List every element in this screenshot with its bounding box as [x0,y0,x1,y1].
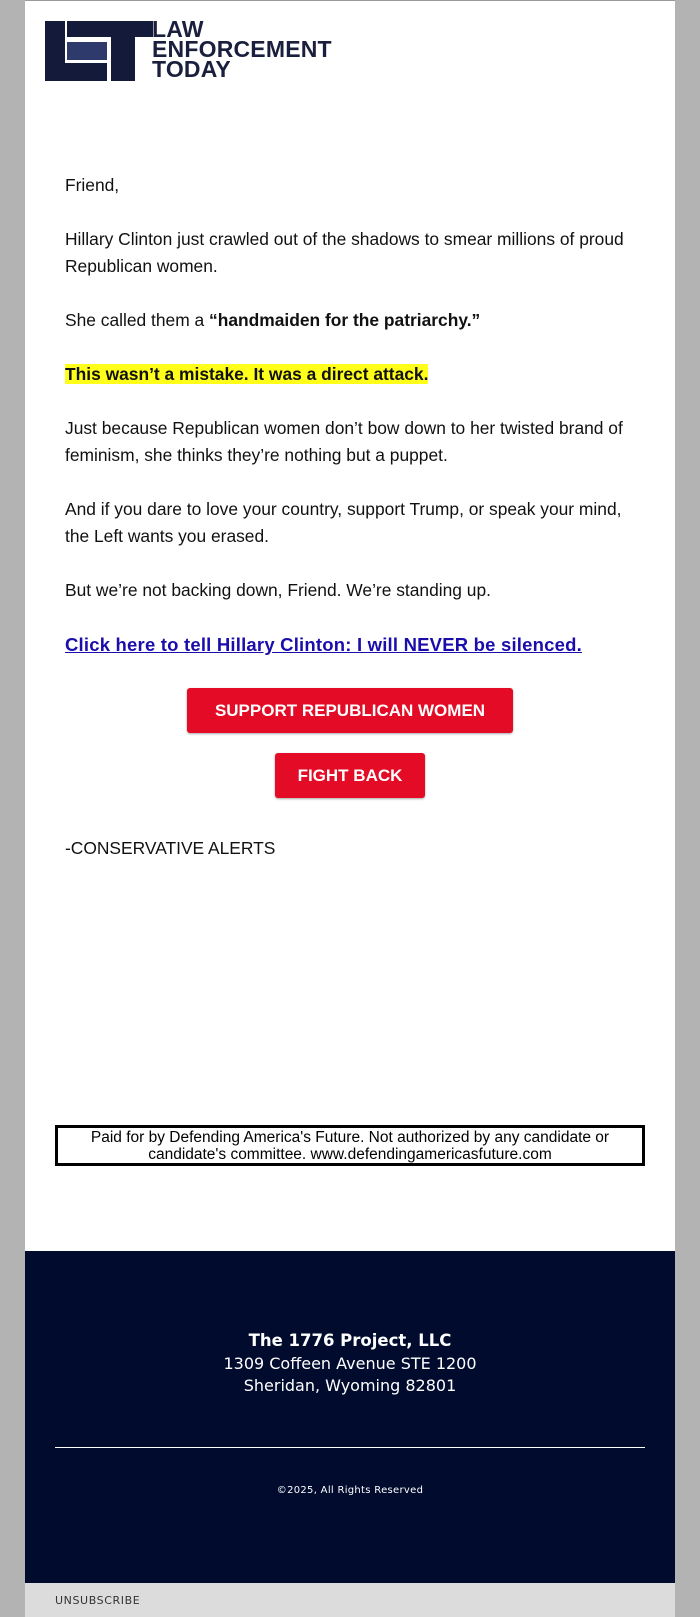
logo-line-law: LAW [152,16,204,42]
email-body [65,172,635,686]
paragraph-quote [65,307,635,334]
cta-paragraph [65,631,635,659]
paragraph-highlight [65,361,635,388]
logo-wordmark [152,16,332,82]
email-frame [25,0,675,1616]
quote-text: “handmaiden for the patriarchy.” [209,310,481,330]
unsubscribe-bar [25,1583,675,1617]
support-button-row [25,688,675,733]
paid-for-disclaimer [55,1125,645,1166]
logo-line-today: TODAY [152,56,231,82]
disclaimer-line-2: candidate's committee. www.defendingamericasfuture.com [148,1146,552,1163]
highlighted-statement: This wasn’t a mistake. It was a direct attack. [65,364,429,384]
footer-company-name: The 1776 Project, LLC [248,1331,452,1350]
support-republican-women-button[interactable]: SUPPORT REPUBLICAN WOMEN [187,688,513,733]
fight-button-row [25,753,675,798]
greeting: Friend, [65,175,120,195]
paragraph-standing-up: But we’re not backing down, Friend. We’re standing up. [65,580,491,600]
footer [25,1251,675,1583]
logo-line-enforcement: ENFORCEMENT [152,36,332,62]
signoff: -CONSERVATIVE ALERTS [65,838,276,858]
paragraph-smear: Hillary Clinton just crawled out of the shadows to smear millions of proud Republican women. [65,229,624,276]
footer-copyright: ©2025, All Rights Reserved [276,1485,424,1496]
fight-back-button[interactable]: FIGHT BACK [275,753,425,798]
law-enforcement-today-logo[interactable] [45,16,385,83]
footer-address-line-1: 1309 Coffeen Avenue STE 1200 [223,1354,477,1373]
unsubscribe-link[interactable]: UNSUBSCRIBE [55,1594,141,1607]
footer-address-line-2: Sheridan, Wyoming 82801 [243,1376,457,1395]
footer-divider [55,1447,645,1448]
never-be-silenced-link[interactable]: Click here to tell Hillary Clinton: I will NEVER be silenced. [65,634,582,655]
disclaimer-line-1: Paid for by Defending America's Future. Not authorized by any candidate or [90,1129,610,1146]
quote-lead: She called them a [65,310,210,330]
paragraph-erased: And if you dare to love your country, support Trump, or speak your mind, the Left wants you erased. [65,499,622,546]
paragraph-feminism: Just because Republican women don’t bow down to her twisted brand of feminism, she thinks they’re nothing but a puppet. [65,418,623,465]
let-logo-mark-icon [45,21,153,81]
